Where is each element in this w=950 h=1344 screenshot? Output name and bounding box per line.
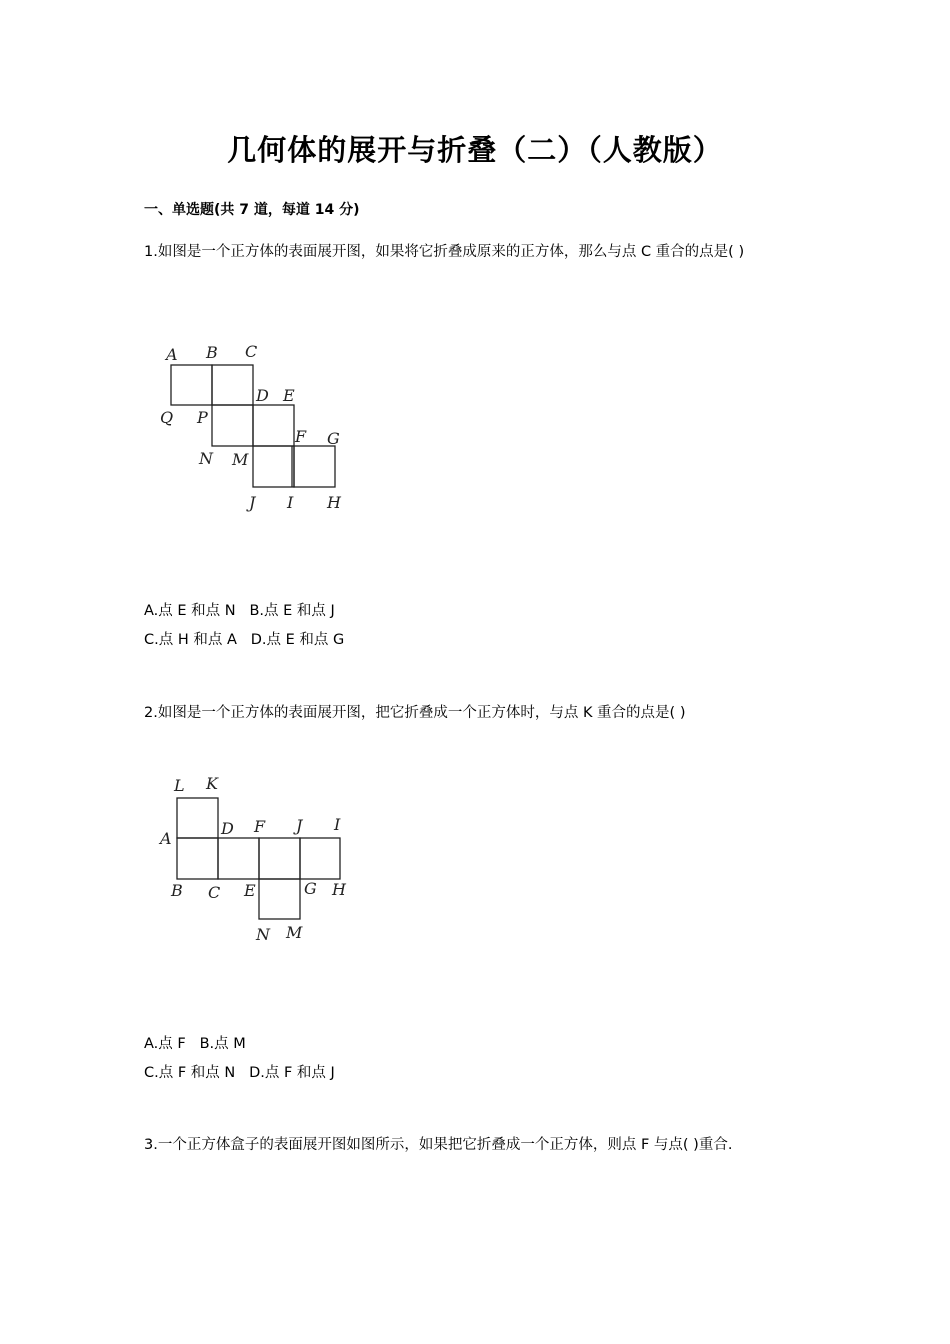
option-a[interactable]: A.点 F [144, 1036, 186, 1052]
net-square [253, 405, 294, 446]
vertex-label: A [166, 345, 178, 364]
vertex-label: I [334, 815, 341, 834]
vertex-label: G [304, 879, 317, 898]
vertex-label: H [332, 880, 346, 899]
option-b[interactable]: B.点 M [199, 1036, 246, 1052]
question-2-figure [150, 770, 360, 950]
net-square [253, 446, 294, 487]
net-square [212, 405, 253, 446]
vertex-label: J [249, 493, 256, 512]
question-2-options-row-1 [144, 1034, 246, 1054]
vertex-label: Q [160, 408, 174, 427]
vertex-label: D [256, 386, 269, 405]
vertex-label: N [256, 925, 270, 944]
vertex-label: N [199, 449, 213, 468]
vertex-label: B [171, 881, 183, 900]
net-square [171, 365, 212, 405]
vertex-label: C [208, 883, 221, 902]
vertex-label: C [245, 342, 258, 361]
vertex-label: P [197, 408, 208, 427]
option-a[interactable]: A.点 E 和点 N [144, 603, 236, 619]
question-1-options-row-2 [144, 630, 344, 650]
vertex-label: F [295, 427, 307, 446]
vertex-label: B [206, 343, 218, 362]
net-square [218, 838, 259, 879]
question-1-options-row-1 [144, 601, 335, 621]
question-1-figure [150, 338, 360, 518]
net-square [212, 365, 253, 405]
vertex-label: G [327, 429, 340, 448]
option-c[interactable]: C.点 F 和点 N [144, 1065, 236, 1081]
net-square [300, 838, 340, 879]
vertex-label: M [286, 923, 303, 942]
vertex-label: E [283, 386, 295, 405]
question-3-text: 3.一个正方体盒子的表面展开图如图所示，如果把它折叠成一个正方体，则点 F 与点( )重合. [144, 1137, 733, 1153]
question-1-text: 1.如图是一个正方体的表面展开图，如果将它折叠成原来的正方体，那么与点 C 重合的点是( ) [144, 244, 745, 260]
vertex-label: L [174, 776, 185, 795]
option-d[interactable]: D.点 F 和点 J [249, 1065, 335, 1081]
vertex-label: K [206, 774, 218, 793]
vertex-label: J [296, 816, 303, 835]
option-c[interactable]: C.点 H 和点 A [144, 632, 237, 648]
question-2-options-row-2 [144, 1063, 335, 1083]
net-square [259, 838, 300, 879]
option-b[interactable]: B.点 E 和点 J [249, 603, 335, 619]
net-square [177, 798, 218, 838]
net-square [177, 838, 218, 879]
option-d[interactable]: D.点 E 和点 G [250, 632, 345, 648]
vertex-label: D [221, 819, 234, 838]
vertex-label: H [327, 493, 341, 512]
vertex-label: E [244, 881, 256, 900]
vertex-label: M [232, 450, 249, 469]
net-square [259, 879, 300, 919]
vertex-label: F [254, 817, 266, 836]
page-title: 几何体的展开与折叠（二）（人教版） [227, 133, 723, 167]
net-square [294, 446, 335, 487]
vertex-label: A [160, 829, 172, 848]
vertex-label: I [287, 493, 294, 512]
question-2-text: 2.如图是一个正方体的表面展开图，把它折叠成一个正方体时，与点 K 重合的点是( ) [144, 705, 686, 721]
section-heading: 一、单选题(共 7 道，每道 14 分) [144, 202, 360, 218]
